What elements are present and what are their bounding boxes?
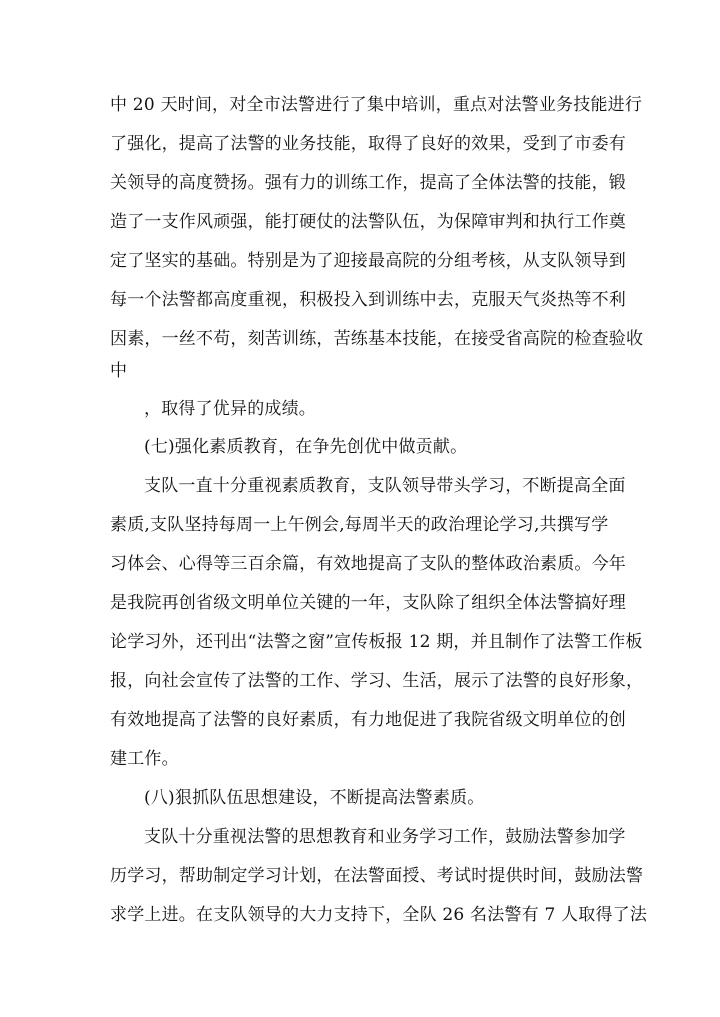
text-line: 论学习外，还刊出“法警之窗”宣传板报 12 期，并且制作了法警工作板: [110, 632, 643, 652]
text-line: 造了一支作风顽强，能打硬仗的法警队伍，为保障审判和执行工作奠: [110, 212, 626, 232]
section-heading: (七)强化素质教育，在争先创优中做贡献。: [144, 437, 468, 457]
text-line: 中 20 天时间，对全市法警进行了集中培训，重点对法警业务技能进行: [110, 95, 643, 115]
section-heading: (八)狠抓队伍思想建设，不断提高法警素质。: [144, 788, 485, 808]
text-line: 定了坚实的基础。特别是为了迎接最高院的分组考核，从支队领导到: [110, 251, 626, 271]
text-line: 了强化，提高了法警的业务技能，取得了良好的效果，受到了市委有: [110, 134, 626, 154]
text-line: 中: [110, 361, 128, 381]
text-line: 关领导的高度赞扬。强有力的训练工作，提高了全体法警的技能，锻: [110, 173, 626, 193]
text-line: 素质,支队坚持每周一上午例会,每周半天的政治理论学习,共撰写学: [110, 515, 609, 535]
text-line: ，取得了优异的成绩。: [144, 399, 316, 419]
text-line: 支队一直十分重视素质教育，支队领导带头学习，不断提高全面: [144, 476, 626, 496]
text-line: 报，向社会宣传了法警的工作、学习、生活，展示了法警的良好形象，: [110, 671, 644, 691]
text-line: 有效地提高了法警的良好素质，有力地促进了我院省级文明单位的创: [110, 710, 626, 730]
text-line: 每一个法警都高度重视，积极投入到训练中去，克服天气炎热等不利: [110, 290, 626, 310]
text-line: 习体会、心得等三百余篇，有效地提高了支队的整体政治素质。今年: [110, 554, 626, 574]
text-line: 历学习，帮助制定学习计划，在法警面授、考试时提供时间，鼓励法警: [110, 866, 644, 886]
text-line: 求学上进。在支队领导的大力支持下，全队 26 名法警有 7 人取得了法: [110, 905, 648, 925]
text-line: 是我院再创省级文明单位关键的一年，支队除了组织全体法警搞好理: [110, 593, 626, 613]
text-line: 因素，一丝不苟，刻苦训练，苦练基本技能，在接受省高院的检查验收: [110, 329, 644, 349]
text-line: 建工作。: [110, 749, 179, 769]
text-line: 支队十分重视法警的思想教育和业务学习工作，鼓励法警参加学: [144, 827, 626, 847]
